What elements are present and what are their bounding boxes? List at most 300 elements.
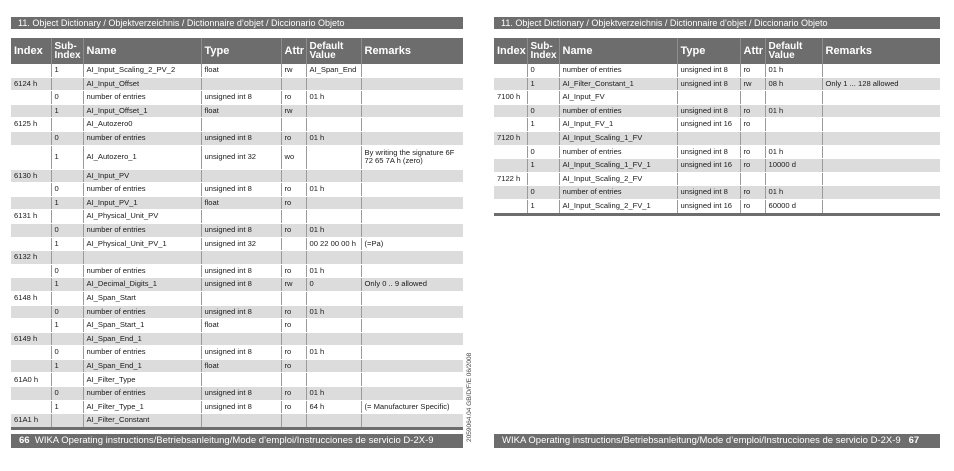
cell-remarks bbox=[361, 346, 463, 360]
cell-default bbox=[765, 118, 822, 132]
cell-index bbox=[494, 77, 527, 91]
col-default-value: Default Value bbox=[765, 38, 822, 64]
cell-attr: ro bbox=[740, 118, 765, 132]
cell-sub: 1 bbox=[51, 359, 83, 373]
cell-name: AI_Span_Start bbox=[83, 291, 201, 305]
cell-name: AI_Input_Scaling_1_FV_1 bbox=[559, 159, 677, 173]
cell-attr: ro bbox=[740, 104, 765, 118]
cell-remarks bbox=[361, 414, 463, 429]
cell-attr bbox=[281, 210, 306, 224]
table-row bbox=[494, 104, 940, 118]
table-row bbox=[11, 196, 463, 210]
table-row bbox=[11, 264, 463, 278]
cell-name: AI_Physical_Unit_PV bbox=[83, 210, 201, 224]
cell-type bbox=[677, 131, 740, 145]
cell-type bbox=[677, 91, 740, 105]
cell-attr: ro bbox=[281, 196, 306, 210]
cell-index bbox=[11, 196, 51, 210]
cell-remarks: By writing the signature 6F 72 65 7A h (zero) bbox=[361, 145, 463, 169]
cell-index bbox=[494, 199, 527, 214]
cell-default bbox=[765, 172, 822, 186]
table-row bbox=[11, 400, 463, 414]
table-header-row bbox=[494, 38, 940, 64]
cell-sub: 1 bbox=[51, 278, 83, 292]
cell-default: 10000 d bbox=[765, 159, 822, 173]
cell-type: float bbox=[201, 359, 281, 373]
cell-default bbox=[306, 196, 361, 210]
cell-index bbox=[11, 237, 51, 251]
table-row bbox=[11, 91, 463, 105]
cell-type: float bbox=[201, 104, 281, 118]
cell-type bbox=[201, 118, 281, 132]
cell-remarks bbox=[361, 131, 463, 145]
cell-attr: ro bbox=[281, 400, 306, 414]
cell-type: float bbox=[201, 319, 281, 333]
cell-name: AI_Input_PV_1 bbox=[83, 196, 201, 210]
cell-index bbox=[494, 159, 527, 173]
cell-sub: 0 bbox=[51, 223, 83, 237]
cell-index bbox=[494, 118, 527, 132]
cell-default: 01 h bbox=[306, 264, 361, 278]
cell-type: unsigned int 8 bbox=[201, 387, 281, 401]
cell-sub: 1 bbox=[51, 104, 83, 118]
table-row bbox=[11, 223, 463, 237]
cell-attr bbox=[740, 91, 765, 105]
cell-index: 7100 h bbox=[494, 91, 527, 105]
cell-default bbox=[306, 104, 361, 118]
cell-type bbox=[201, 414, 281, 429]
cell-name: number of entries bbox=[559, 64, 677, 77]
cell-default bbox=[306, 210, 361, 224]
cell-remarks bbox=[361, 210, 463, 224]
cell-remarks bbox=[822, 91, 940, 105]
table-row bbox=[11, 210, 463, 224]
cell-default: 01 h bbox=[306, 346, 361, 360]
cell-sub: 0 bbox=[51, 131, 83, 145]
cell-attr bbox=[281, 291, 306, 305]
cell-sub: 0 bbox=[51, 91, 83, 105]
cell-remarks: Only 1 ... 128 allowed bbox=[822, 77, 940, 91]
cell-type: unsigned int 8 bbox=[677, 104, 740, 118]
cell-sub: 1 bbox=[51, 196, 83, 210]
table-row bbox=[11, 64, 463, 77]
cell-default: 01 h bbox=[765, 186, 822, 200]
cell-index bbox=[11, 183, 51, 197]
table-row bbox=[11, 291, 463, 305]
cell-name: number of entries bbox=[83, 305, 201, 319]
cell-name: AI_Autozero_1 bbox=[83, 145, 201, 169]
cell-sub: 0 bbox=[51, 264, 83, 278]
cell-remarks bbox=[361, 77, 463, 91]
cell-index: 61A0 h bbox=[11, 373, 51, 387]
cell-name: number of entries bbox=[83, 346, 201, 360]
cell-type bbox=[201, 332, 281, 346]
cell-type: unsigned int 8 bbox=[201, 346, 281, 360]
cell-remarks bbox=[361, 332, 463, 346]
table-row bbox=[494, 186, 940, 200]
cell-default: 60000 d bbox=[765, 199, 822, 214]
cell-name: AI_Filter_Type bbox=[83, 373, 201, 387]
cell-type bbox=[201, 77, 281, 91]
cell-attr: ro bbox=[281, 319, 306, 333]
cell-index bbox=[11, 91, 51, 105]
cell-index: 6125 h bbox=[11, 118, 51, 132]
table-row bbox=[11, 118, 463, 132]
cell-sub bbox=[51, 332, 83, 346]
table-row bbox=[11, 169, 463, 183]
col-name: Name bbox=[559, 38, 677, 64]
cell-attr bbox=[281, 332, 306, 346]
cell-default: 01 h bbox=[765, 64, 822, 77]
table-row bbox=[494, 199, 940, 214]
cell-remarks bbox=[361, 264, 463, 278]
cell-sub bbox=[51, 291, 83, 305]
col-name: Name bbox=[83, 38, 201, 64]
table-row bbox=[494, 172, 940, 186]
cell-sub: 1 bbox=[51, 237, 83, 251]
cell-type: float bbox=[201, 196, 281, 210]
cell-name: AI_Physical_Unit_PV_1 bbox=[83, 237, 201, 251]
cell-attr bbox=[740, 172, 765, 186]
cell-remarks bbox=[361, 291, 463, 305]
cell-remarks bbox=[822, 159, 940, 173]
document-code: 2059064.04 GB/D/F/E 06/2008 bbox=[466, 352, 473, 442]
object-dictionary-table-right bbox=[494, 38, 940, 216]
cell-name: AI_Input_Scaling_1_FV bbox=[559, 131, 677, 145]
table-body-right bbox=[494, 64, 940, 214]
cell-index bbox=[11, 346, 51, 360]
table-row bbox=[11, 237, 463, 251]
cell-index: 7120 h bbox=[494, 131, 527, 145]
cell-index bbox=[494, 64, 527, 77]
cell-index bbox=[11, 305, 51, 319]
cell-remarks bbox=[361, 91, 463, 105]
cell-type: unsigned int 8 bbox=[201, 400, 281, 414]
table-row bbox=[11, 145, 463, 169]
cell-default: 08 h bbox=[765, 77, 822, 91]
cell-remarks bbox=[361, 223, 463, 237]
cell-type: float bbox=[201, 64, 281, 77]
cell-remarks bbox=[361, 373, 463, 387]
cell-type: unsigned int 16 bbox=[677, 199, 740, 214]
cell-name: AI_Input_Scaling_2_FV_1 bbox=[559, 199, 677, 214]
cell-name: number of entries bbox=[83, 183, 201, 197]
section-title: 11. Object Dictionary / Objektverzeichnis / Dictionnaire d’objet / Diccionario Objeto bbox=[11, 17, 463, 29]
cell-default bbox=[306, 169, 361, 183]
cell-default bbox=[306, 77, 361, 91]
cell-sub: 1 bbox=[527, 199, 559, 214]
cell-sub bbox=[51, 118, 83, 132]
cell-attr: ro bbox=[281, 387, 306, 401]
cell-type: unsigned int 8 bbox=[201, 223, 281, 237]
cell-type bbox=[201, 169, 281, 183]
cell-remarks bbox=[822, 118, 940, 132]
cell-type: unsigned int 8 bbox=[201, 264, 281, 278]
cell-type: unsigned int 32 bbox=[201, 145, 281, 169]
col-attr: Attr bbox=[740, 38, 765, 64]
cell-default bbox=[306, 414, 361, 429]
cell-type: unsigned int 16 bbox=[677, 159, 740, 173]
cell-sub bbox=[51, 210, 83, 224]
table-row bbox=[494, 91, 940, 105]
cell-default bbox=[306, 373, 361, 387]
cell-index: 6124 h bbox=[11, 77, 51, 91]
cell-name: AI_Span_Start_1 bbox=[83, 319, 201, 333]
cell-default: 01 h bbox=[306, 223, 361, 237]
cell-default bbox=[306, 332, 361, 346]
cell-attr: ro bbox=[740, 199, 765, 214]
table-row bbox=[11, 332, 463, 346]
cell-attr: ro bbox=[740, 159, 765, 173]
cell-type bbox=[201, 251, 281, 265]
cell-name: number of entries bbox=[83, 131, 201, 145]
cell-name: AI_Span_End_1 bbox=[83, 359, 201, 373]
cell-index: 6131 h bbox=[11, 210, 51, 224]
cell-index: 61A1 h bbox=[11, 414, 51, 429]
cell-attr bbox=[281, 414, 306, 429]
cell-remarks bbox=[361, 196, 463, 210]
cell-sub bbox=[527, 131, 559, 145]
cell-attr bbox=[740, 131, 765, 145]
cell-remarks bbox=[822, 199, 940, 214]
cell-attr: ro bbox=[281, 91, 306, 105]
cell-remarks bbox=[822, 64, 940, 77]
col-index: Index bbox=[11, 38, 51, 64]
cell-sub: 0 bbox=[527, 64, 559, 77]
cell-type: unsigned int 8 bbox=[677, 64, 740, 77]
footer-text-left: WIKA Operating instructions/Betriebsanleitung/Mode d’emploi/Instrucciones de servicio D-2X-9 bbox=[34, 435, 434, 446]
cell-remarks bbox=[822, 172, 940, 186]
cell-default: AI_Span_End bbox=[306, 64, 361, 77]
cell-remarks bbox=[361, 64, 463, 77]
cell-sub bbox=[51, 373, 83, 387]
cell-index: 6132 h bbox=[11, 251, 51, 265]
cell-name: number of entries bbox=[559, 145, 677, 159]
table-row bbox=[494, 145, 940, 159]
cell-default bbox=[306, 118, 361, 132]
cell-type: unsigned int 8 bbox=[201, 131, 281, 145]
table-row bbox=[494, 64, 940, 77]
cell-sub bbox=[51, 77, 83, 91]
cell-default: 01 h bbox=[306, 305, 361, 319]
col-index: Index bbox=[494, 38, 527, 64]
cell-index bbox=[11, 145, 51, 169]
cell-attr: ro bbox=[281, 346, 306, 360]
cell-default bbox=[306, 291, 361, 305]
cell-attr bbox=[281, 169, 306, 183]
cell-remarks bbox=[822, 145, 940, 159]
cell-name: number of entries bbox=[83, 223, 201, 237]
cell-attr: rw bbox=[281, 278, 306, 292]
cell-remarks bbox=[361, 305, 463, 319]
cell-name: AI_Decimal_Digits_1 bbox=[83, 278, 201, 292]
cell-attr: wo bbox=[281, 145, 306, 169]
cell-type bbox=[201, 373, 281, 387]
cell-attr bbox=[281, 373, 306, 387]
cell-name bbox=[83, 251, 201, 265]
cell-remarks bbox=[361, 251, 463, 265]
cell-index: 6130 h bbox=[11, 169, 51, 183]
cell-remarks bbox=[822, 104, 940, 118]
cell-attr bbox=[281, 237, 306, 251]
cell-remarks bbox=[361, 169, 463, 183]
cell-remarks bbox=[361, 183, 463, 197]
table-header-row bbox=[11, 38, 463, 64]
cell-default bbox=[306, 359, 361, 373]
cell-index bbox=[494, 104, 527, 118]
section-title: 11. Object Dictionary / Objektverzeichnis / Dictionnaire d’objet / Diccionario Objeto bbox=[494, 17, 940, 29]
col-remarks: Remarks bbox=[361, 38, 463, 64]
cell-type bbox=[201, 210, 281, 224]
cell-remarks bbox=[361, 319, 463, 333]
cell-attr: ro bbox=[281, 183, 306, 197]
cell-remarks bbox=[361, 104, 463, 118]
cell-index bbox=[11, 104, 51, 118]
cell-sub: 1 bbox=[51, 400, 83, 414]
table-row bbox=[11, 359, 463, 373]
footer-text-right: WIKA Operating instructions/Betriebsanleitung/Mode d’emploi/Instrucciones de servicio D-2X-9 bbox=[502, 435, 901, 446]
table-row bbox=[11, 346, 463, 360]
cell-name: AI_Input_Scaling_2_PV_2 bbox=[83, 64, 201, 77]
cell-name: AI_Input_Offset bbox=[83, 77, 201, 91]
cell-default bbox=[306, 319, 361, 333]
cell-name: AI_Filter_Constant_1 bbox=[559, 77, 677, 91]
cell-attr bbox=[281, 77, 306, 91]
table-row bbox=[11, 104, 463, 118]
cell-remarks bbox=[361, 118, 463, 132]
table-row bbox=[494, 77, 940, 91]
table-row bbox=[11, 373, 463, 387]
cell-name: AI_Autozero0 bbox=[83, 118, 201, 132]
cell-sub bbox=[51, 251, 83, 265]
cell-sub: 0 bbox=[51, 183, 83, 197]
cell-default bbox=[306, 251, 361, 265]
col-sub-index: Sub- Index bbox=[527, 38, 559, 64]
table-row bbox=[11, 387, 463, 401]
cell-sub bbox=[527, 172, 559, 186]
cell-sub: 0 bbox=[51, 305, 83, 319]
cell-type: unsigned int 8 bbox=[677, 145, 740, 159]
cell-sub: 0 bbox=[527, 104, 559, 118]
table-row bbox=[11, 414, 463, 429]
cell-index: 7122 h bbox=[494, 172, 527, 186]
cell-attr: ro bbox=[281, 359, 306, 373]
cell-default: 0 bbox=[306, 278, 361, 292]
cell-remarks bbox=[822, 186, 940, 200]
cell-sub bbox=[51, 414, 83, 429]
cell-default: 01 h bbox=[765, 104, 822, 118]
table-body-left bbox=[11, 64, 463, 428]
cell-remarks bbox=[822, 131, 940, 145]
cell-index bbox=[494, 145, 527, 159]
cell-index bbox=[11, 278, 51, 292]
cell-sub: 1 bbox=[527, 77, 559, 91]
cell-default bbox=[765, 91, 822, 105]
cell-type bbox=[677, 172, 740, 186]
cell-type bbox=[201, 291, 281, 305]
cell-default: 01 h bbox=[306, 183, 361, 197]
table-row bbox=[11, 183, 463, 197]
table-row bbox=[11, 305, 463, 319]
table-row bbox=[11, 77, 463, 91]
footer-left bbox=[11, 434, 463, 448]
cell-attr: rw bbox=[281, 104, 306, 118]
cell-remarks: (=Pa) bbox=[361, 237, 463, 251]
cell-attr: rw bbox=[281, 64, 306, 77]
cell-attr: ro bbox=[740, 64, 765, 77]
cell-name: number of entries bbox=[83, 264, 201, 278]
cell-type: unsigned int 16 bbox=[677, 118, 740, 132]
cell-name: number of entries bbox=[559, 186, 677, 200]
cell-type: unsigned int 32 bbox=[201, 237, 281, 251]
page-number-left: 66 bbox=[19, 435, 30, 446]
table-row bbox=[11, 319, 463, 333]
table-row bbox=[494, 118, 940, 132]
cell-default: 01 h bbox=[306, 387, 361, 401]
cell-index bbox=[11, 131, 51, 145]
cell-attr: ro bbox=[281, 223, 306, 237]
cell-index bbox=[11, 264, 51, 278]
cell-index: 6148 h bbox=[11, 291, 51, 305]
cell-type: unsigned int 8 bbox=[201, 183, 281, 197]
table-row bbox=[11, 251, 463, 265]
cell-sub: 1 bbox=[51, 319, 83, 333]
cell-attr: ro bbox=[740, 145, 765, 159]
cell-name: AI_Input_PV bbox=[83, 169, 201, 183]
cell-sub bbox=[527, 91, 559, 105]
col-type: Type bbox=[677, 38, 740, 64]
cell-attr bbox=[281, 118, 306, 132]
col-attr: Attr bbox=[281, 38, 306, 64]
table-row bbox=[11, 131, 463, 145]
cell-attr bbox=[281, 251, 306, 265]
col-type: Type bbox=[201, 38, 281, 64]
cell-index bbox=[11, 387, 51, 401]
cell-index bbox=[494, 186, 527, 200]
cell-name: AI_Input_Offset_1 bbox=[83, 104, 201, 118]
cell-name: number of entries bbox=[83, 387, 201, 401]
cell-index bbox=[11, 400, 51, 414]
cell-sub: 0 bbox=[51, 346, 83, 360]
cell-index: 6149 h bbox=[11, 332, 51, 346]
cell-default: 01 h bbox=[765, 145, 822, 159]
cell-sub: 0 bbox=[51, 387, 83, 401]
cell-attr: rw bbox=[740, 77, 765, 91]
object-dictionary-table-left bbox=[11, 38, 463, 430]
table-row bbox=[494, 131, 940, 145]
cell-name: AI_Input_Scaling_2_FV bbox=[559, 172, 677, 186]
cell-default: 64 h bbox=[306, 400, 361, 414]
cell-type: unsigned int 8 bbox=[201, 305, 281, 319]
cell-name: number of entries bbox=[559, 104, 677, 118]
cell-index bbox=[11, 223, 51, 237]
cell-remarks bbox=[361, 387, 463, 401]
cell-sub: 0 bbox=[527, 145, 559, 159]
cell-default: 01 h bbox=[306, 131, 361, 145]
cell-attr: ro bbox=[281, 131, 306, 145]
cell-name: AI_Input_FV_1 bbox=[559, 118, 677, 132]
table-row bbox=[11, 278, 463, 292]
footer-right bbox=[494, 434, 940, 448]
cell-remarks: (= Manufacturer Specific) bbox=[361, 400, 463, 414]
cell-remarks: Only 0 .. 9 allowed bbox=[361, 278, 463, 292]
cell-name: AI_Filter_Type_1 bbox=[83, 400, 201, 414]
col-default-value: Default Value bbox=[306, 38, 361, 64]
cell-default: 00 22 00 00 h bbox=[306, 237, 361, 251]
cell-index bbox=[11, 359, 51, 373]
cell-remarks bbox=[361, 359, 463, 373]
cell-type: unsigned int 8 bbox=[677, 77, 740, 91]
